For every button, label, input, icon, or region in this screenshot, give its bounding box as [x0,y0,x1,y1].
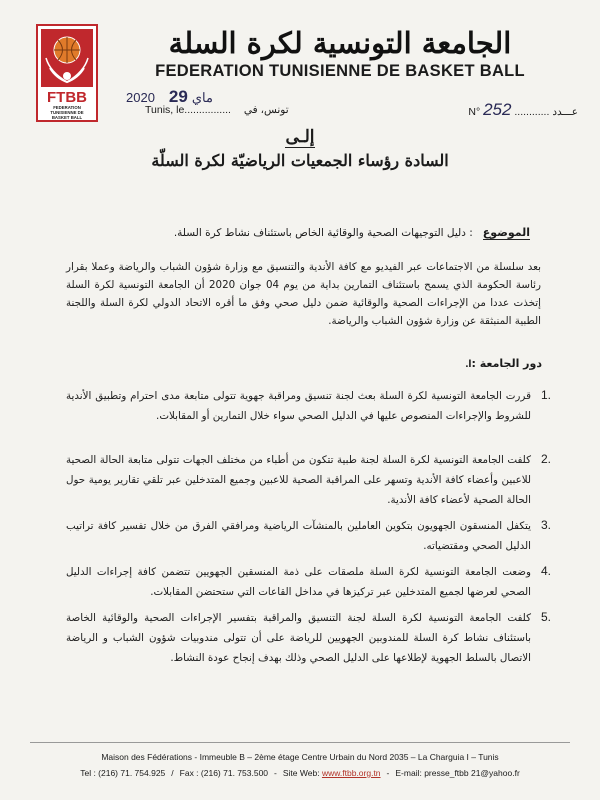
svg-text:BASKET BALL: BASKET BALL [51,115,83,120]
section-number: I. [465,358,472,370]
subject-label: الموضوع [482,226,530,239]
svg-text:FEDERATION: FEDERATION [53,105,81,110]
number-label-fr: N° [468,106,481,118]
footer-address: Maison des Fédérations - Immeuble B – 2ème étage Centre Urbain du Nord 2035 – La Charguia I – Tunis [101,752,499,762]
item-number: 1. [540,388,551,402]
footer-site-label: Site Web: [282,768,320,778]
to-heading: إلـى [285,127,315,147]
footer-divider [30,742,570,743]
footer-contact: Tel : (216) 71. 754.925 / Fax : (216) 71. 753.500 - Site Web: www.ftbb.org.tn - E-mail: presse_ftbb 21@yahoo.fr [80,768,520,778]
subject-line [174,226,530,239]
logo-text: FTBB [47,89,87,106]
list-item: يتكفل المنسقون الجهويون بتكوين العاملين بالمنشآت الرياضية ومرافقي الفرق من خلال تفسير كافة تراتيب الدليل الصحي ومقتضياته. [66,520,531,552]
subject-text: : دليل التوجيهات الصحية والوقائية الخاص باستئناف نشاط كرة السلة. [173,227,473,239]
list-item: قررت الجامعة التونسية لكرة السلة بعث لجنة تنسيق ومراقبة جهوية تتولى متابعة مدى احترام وتطبيق الأندية للشروط والإجراءات المنصوص عليها في الدليل الصحي سواء خلال التمارين أو المقابلات. [66,390,531,422]
place-label-ar: تونس، في [243,104,289,116]
svg-text:TUNISIENNE DE: TUNISIENNE DE [50,110,84,115]
place-date-line [145,104,289,116]
list-item: كلفت الجامعة التونسية لكرة السلة لجنة التنسيق والمراقبة بتفسير الإجراءات الصحية والوقائية الخاصة باستئناف نشاط كرة السلة للمندوبين الجهويين للرياضة على أن تتولى مندوبيات شؤون الشباب و الرياضة الاتصال بالسلط الجهوية لإطلاعها على الدليل الصحي وذلك بهدف إنجاح عودة النشاط. [66,612,531,664]
date-year: 2020 [126,90,155,105]
footer-website-link[interactable]: www.ftbb.org.tn [321,768,381,778]
number-value: 252 [483,100,512,119]
date-day: 29 [168,87,188,106]
item-number: 4. [540,564,551,578]
list-item: وضعت الجامعة التونسية لكرة السلة ملصقات على ذمة المنسقين الجهويين تتضمن كافة إجراءات الدليل الصحي لعرضها لجميع المتدخلين عبر تركيزها في مداخل القاعات التي ستحتضن المقابلات. [66,566,531,598]
item-number: 2. [540,452,551,466]
item-number: 5. [540,610,551,624]
footer-tel: Tel : (216) 71. 754.925 [80,768,166,778]
date-month: ماي [191,90,213,105]
number-label-ar: عـــدد [552,106,578,118]
reference-number-line: N° 252 ............ عـــدد [468,100,578,119]
section-heading [435,357,542,370]
federation-title-arabic: الجامعة التونسية لكرة السلة [168,26,512,60]
footer-email: E-mail: presse_ftbb 21@yahoo.fr [395,768,520,778]
intro-paragraph: بعد سلسلة من الاجتماعات عبر الفيديو مع كافة الأندية والتنسيق مع وزارة شؤون الشباب والرياضة وعملا بقرار رئاسة الحكومة الذي يسمح باستئناف التمارين بداية من يوم 04 جوان 2020 أن الجامعة التونسية لكرة السلة إتخذت عددا من الإجراءات الصحية والوقائية ضمن دليل صحي وفق ما أقره الاتحاد الدولي لكرة السلة واللجنة الطبية المنبثقة عن وزارة شؤون الشباب والرياضة. [66,261,541,327]
item-number: 3. [540,518,551,532]
addressee: السادة رؤساء الجمعيات الرياضيّة لكرة السلّة [151,151,449,170]
list-item: كلفت الجامعة التونسية لكرة السلة لجنة طبية تتكون من أطباء من مختلف الجهات تتولى متابعة الحالة الصحية للاعبين وأعضاء كافة الأندية وتسهر على المراقبة الصحية للاعبين وجميع المتدخلين عبر تلقي تقارير يومية حول الحالة الصحية لأعضاء كافة الأندية. [66,454,531,506]
place-label-fr: Tunis, le................ [145,104,231,116]
section-title: دور الجامعة : [471,357,542,370]
ftbb-logo [36,24,98,122]
federation-title-french: FEDERATION TUNISIENNE DE BASKET BALL [155,62,525,80]
footer-fax: Fax : (216) 71. 753.500 [179,768,269,778]
